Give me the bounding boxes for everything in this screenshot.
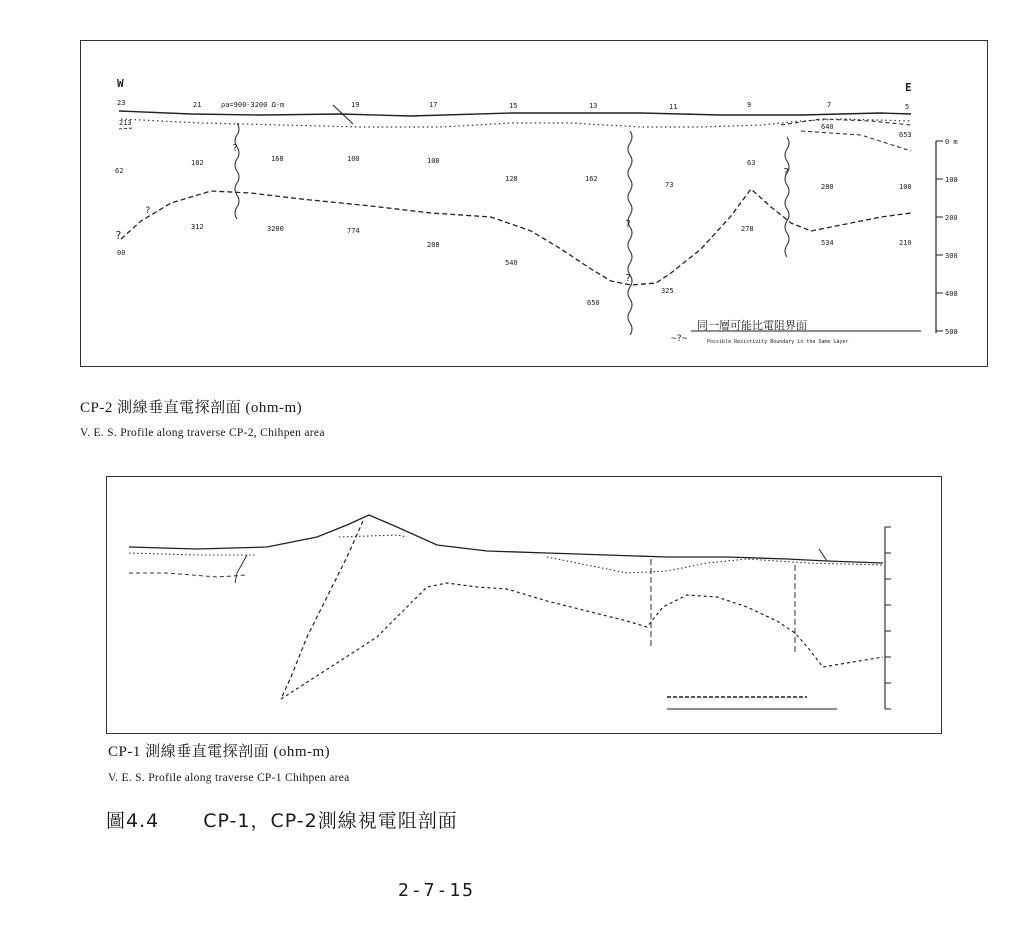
cp2-west-label: W: [117, 77, 124, 90]
resistivity-value: 210: [899, 239, 912, 247]
cp1-caption-en: V. E. S. Profile along traverse CP-1 Chihpen area: [108, 772, 350, 784]
legend-en: Possible Resistivity Boundary in the Same Layer: [707, 339, 849, 345]
station-label: 7: [827, 101, 832, 109]
cp1-caption-zh: CP-1 測線垂直電探剖面 (ohm-m): [108, 744, 331, 760]
cp1-profile-panel: [106, 476, 942, 734]
resistivity-value: 100: [427, 157, 440, 165]
depth-tick: 100: [945, 176, 958, 184]
resistivity-value: 774: [347, 227, 360, 235]
resistivity-value: 540: [505, 259, 518, 267]
left-label: 62: [115, 167, 124, 175]
figure-title: [106, 806, 458, 833]
cp2-depth-scale: [936, 138, 958, 336]
resistivity-value: 200: [821, 183, 834, 191]
station-label: 5: [905, 103, 910, 111]
svg-text:?: ?: [232, 143, 239, 154]
station-label: 17: [429, 101, 438, 109]
resistivity-value: 73: [665, 181, 674, 189]
resistivity-value: 208: [427, 241, 440, 249]
legend-zh: 同一層可能比電阻界面: [697, 319, 807, 332]
cp2-profile-drawing: [81, 41, 987, 366]
cp2-profile-panel: [80, 40, 988, 367]
surface-resistivity-note: ρa=900-3200 Ω-m: [221, 101, 285, 109]
cp2-east-label: E: [905, 81, 912, 94]
depth-tick: 400: [945, 290, 958, 298]
resistivity-value: 182: [191, 159, 204, 167]
station-label: 9: [747, 101, 752, 109]
resistivity-value: 653: [899, 131, 912, 139]
cp1-deep-boundary: [281, 583, 883, 699]
resistivity-value: 278: [741, 225, 754, 233]
left-label: 213: [119, 119, 132, 127]
resistivity-value: 650: [587, 299, 600, 307]
depth-tick: 0 m: [945, 138, 958, 146]
station-label: 13: [589, 102, 598, 110]
depth-tick: 200: [945, 214, 958, 222]
page-number: 2-7-15: [398, 880, 476, 901]
station-label: 21: [193, 101, 202, 109]
cp2-caption-zh: CP-2 測線垂直電探剖面 (ohm-m): [80, 400, 303, 416]
cp1-surface-line: [129, 515, 883, 563]
svg-text:?: ?: [783, 167, 790, 178]
depth-tick: 300: [945, 252, 958, 260]
resistivity-value: 168: [271, 155, 284, 163]
resistivity-value: 325: [661, 287, 674, 295]
resistivity-value: 3200: [267, 225, 284, 233]
cp2-surface-line: [119, 111, 911, 116]
svg-text:?: ?: [145, 206, 151, 216]
figure-title-text: CP-1，CP-2測線視電阻剖面: [203, 810, 458, 832]
station-label: 11: [669, 103, 678, 111]
resistivity-value: 312: [191, 223, 204, 231]
cp2-deep-boundary: [121, 189, 911, 285]
cp2-caption-en: V. E. S. Profile along traverse CP-2, Chihpen area: [80, 427, 325, 439]
station-label: 23: [117, 99, 126, 107]
station-label: 19: [351, 101, 360, 109]
resistivity-value: 162: [585, 175, 598, 183]
resistivity-value: 100: [899, 183, 912, 191]
cp1-profile-drawing: [107, 477, 941, 733]
depth-tick: 500: [945, 328, 958, 336]
resistivity-value: 640: [821, 123, 834, 131]
figure-number: 圖4.4: [106, 810, 160, 832]
resistivity-value: 128: [505, 175, 518, 183]
cp2-legend: [671, 318, 921, 345]
legend-symbol: ~?~: [671, 334, 688, 344]
left-label: 00: [117, 249, 126, 257]
resistivity-value: 100: [347, 155, 360, 163]
svg-text:?: ?: [625, 219, 632, 230]
cp2-shallow-boundary: [121, 119, 911, 127]
svg-text:?: ?: [625, 273, 632, 284]
resistivity-value: 534: [821, 239, 834, 247]
left-label: ?: [115, 229, 122, 242]
station-label: 15: [509, 102, 518, 110]
resistivity-value: 63: [747, 159, 756, 167]
